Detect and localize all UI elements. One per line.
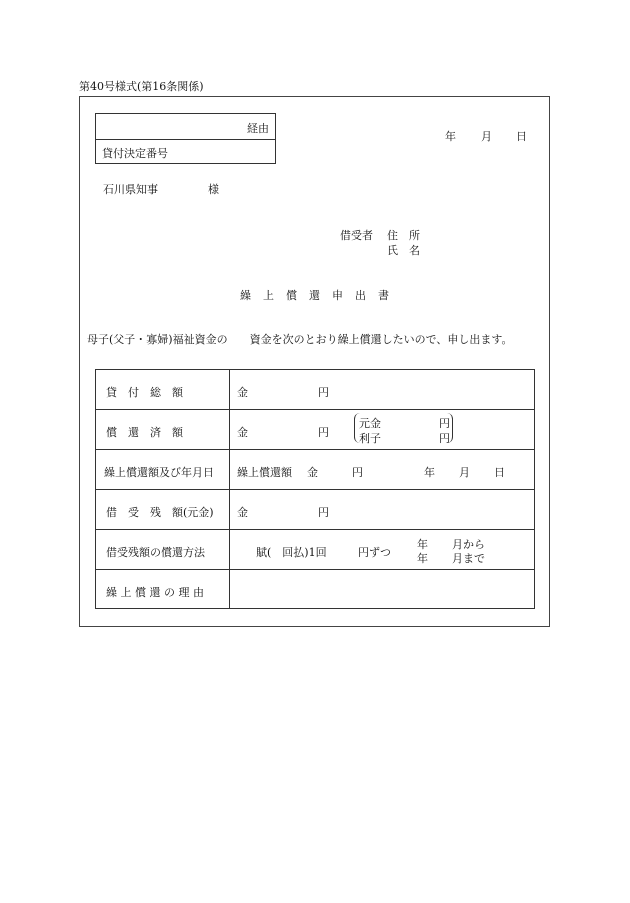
remaining-label: 借 受 残 額(元金) bbox=[106, 506, 214, 519]
date-year: 年 bbox=[445, 130, 456, 143]
repaid-yen: 円 bbox=[318, 426, 329, 439]
table-row-remaining bbox=[96, 490, 534, 530]
reason-label: 繰 上 償 還 の 理 由 bbox=[106, 586, 204, 599]
body-text: 母子(父子・寡婦)福祉資金の 資金を次のとおり繰上償還したいので、申し出ます。 bbox=[87, 333, 513, 346]
form-caption: 第40号様式(第16条関係) bbox=[79, 80, 204, 93]
table-row-early-repayment bbox=[96, 450, 534, 490]
table-row-reason bbox=[96, 570, 534, 608]
repaid-kin: 金 bbox=[237, 426, 248, 439]
date-day: 日 bbox=[516, 130, 527, 143]
method-yen-each: 円ずつ bbox=[358, 546, 391, 559]
method-year-to: 年 bbox=[417, 552, 428, 565]
borrower-name-label: 氏 名 bbox=[387, 244, 420, 257]
document-title bbox=[240, 287, 401, 303]
early-year: 年 bbox=[424, 466, 435, 479]
principal-yen: 円 bbox=[439, 417, 450, 430]
via-label: 経由 bbox=[247, 122, 269, 135]
route-box bbox=[95, 113, 276, 164]
early-day: 日 bbox=[494, 466, 505, 479]
method-month-to: 月まで bbox=[452, 552, 485, 565]
borrower-title: 借受者 bbox=[340, 229, 373, 242]
route-divider bbox=[96, 139, 275, 140]
borrower-address-label: 住 所 bbox=[387, 229, 420, 242]
principal-label: 元金 bbox=[359, 417, 381, 430]
interest-yen: 円 bbox=[439, 432, 450, 445]
reason-field bbox=[230, 570, 534, 608]
decision-number-label: 貸付決定番号 bbox=[102, 147, 168, 160]
remaining-kin: 金 bbox=[237, 506, 248, 519]
total-loan-label: 貸 付 総 額 bbox=[106, 386, 183, 399]
early-repayment-label: 繰上償還額及び年月日 bbox=[104, 466, 214, 479]
method-installment: 賦( 回払)1回 bbox=[256, 546, 327, 559]
early-amount-label: 繰上償還額 bbox=[237, 466, 292, 479]
early-yen: 円 bbox=[352, 466, 363, 479]
title-char: 償 bbox=[286, 289, 297, 302]
title-char: 申 bbox=[332, 289, 343, 302]
addressee-name: 石川県知事 bbox=[103, 183, 158, 196]
title-char: 還 bbox=[309, 289, 320, 302]
method-label: 借受残額の償還方法 bbox=[106, 546, 205, 559]
table-row-method bbox=[96, 530, 534, 570]
method-year-from: 年 bbox=[417, 538, 428, 551]
date-month: 月 bbox=[481, 130, 492, 143]
addressee-honorific: 様 bbox=[208, 183, 219, 196]
table-row-total-loan bbox=[96, 370, 534, 410]
title-char: 上 bbox=[263, 289, 274, 302]
total-loan-yen: 円 bbox=[318, 386, 329, 399]
repayment-table bbox=[95, 369, 535, 609]
remaining-yen: 円 bbox=[318, 506, 329, 519]
early-month: 月 bbox=[459, 466, 470, 479]
table-row-repaid bbox=[96, 410, 534, 450]
method-month-from: 月から bbox=[452, 538, 485, 551]
repaid-label: 償 還 済 額 bbox=[106, 426, 183, 439]
total-loan-kin: 金 bbox=[237, 386, 248, 399]
early-kin: 金 bbox=[307, 466, 318, 479]
interest-label: 利子 bbox=[359, 432, 381, 445]
title-char: 書 bbox=[378, 289, 389, 302]
title-char: 繰 bbox=[240, 289, 251, 302]
title-char: 出 bbox=[355, 289, 366, 302]
